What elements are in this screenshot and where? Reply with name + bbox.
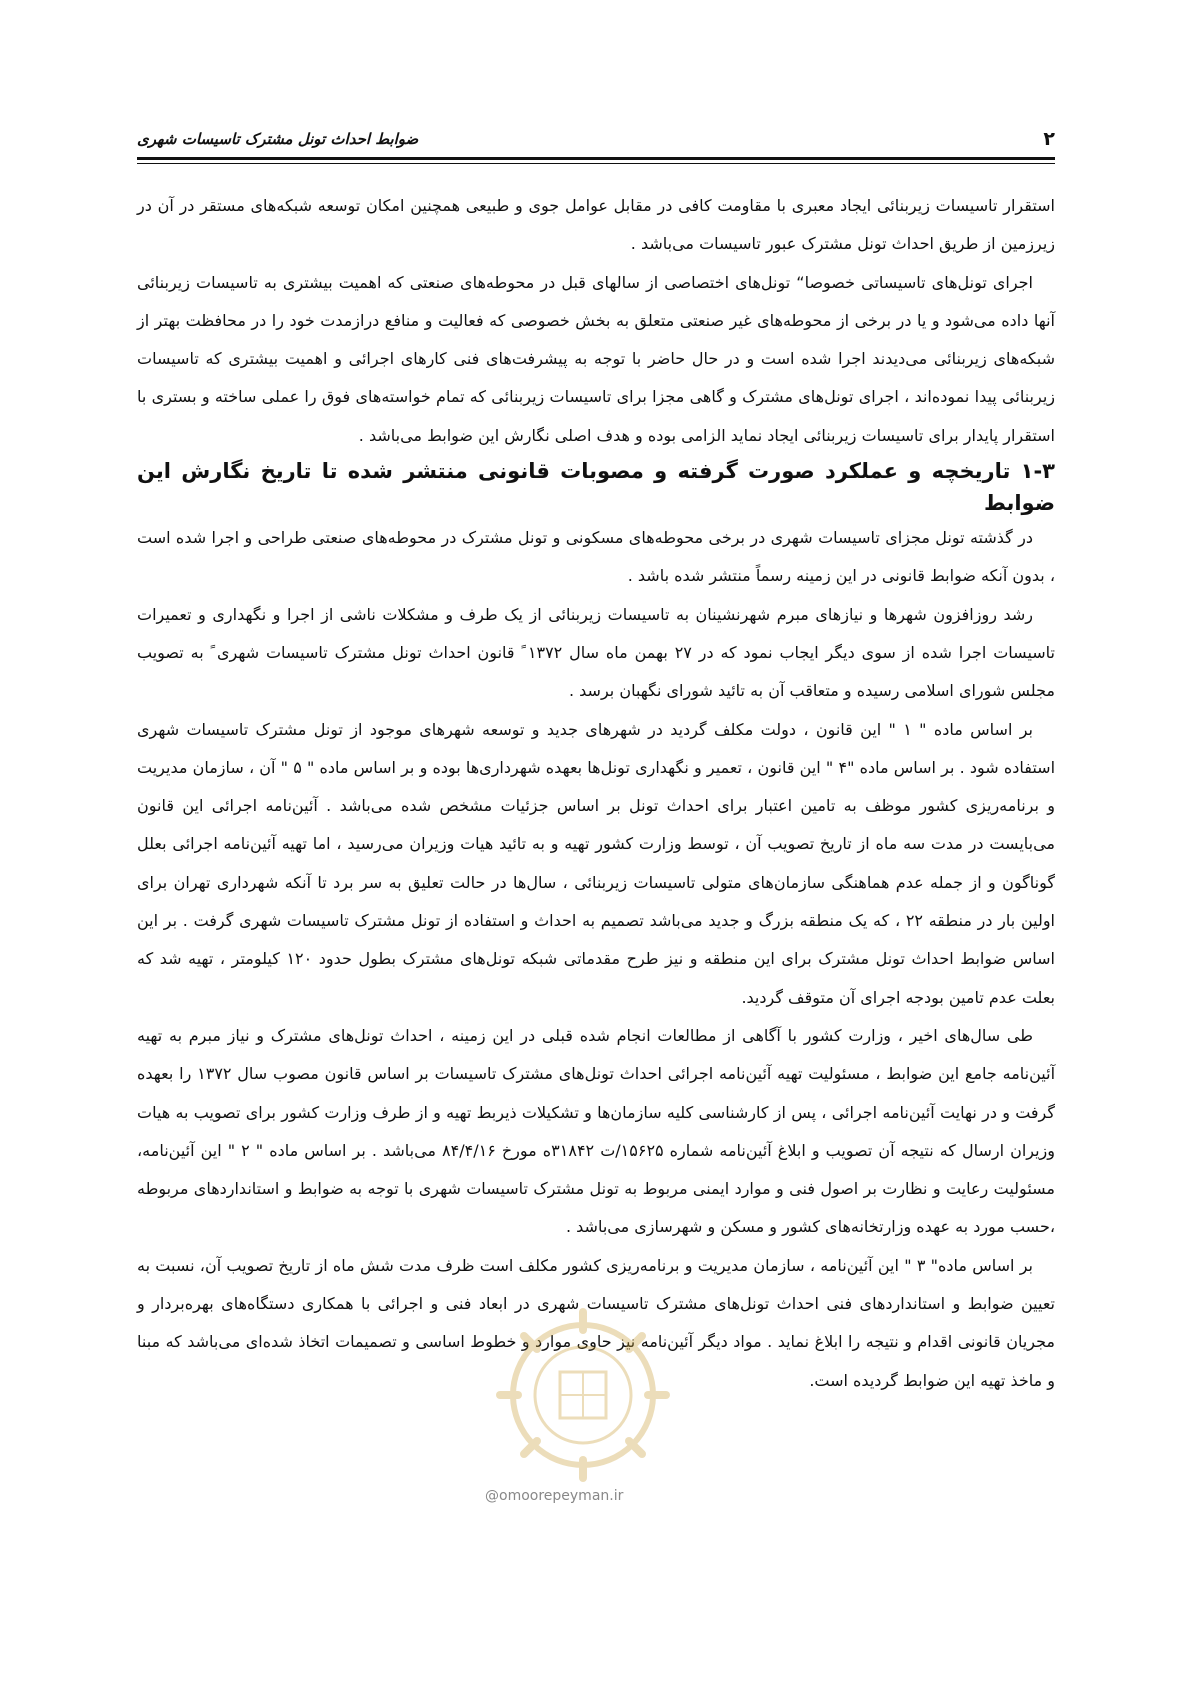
paragraph-2: اجرای تونل‌های تاسیساتی خصوصا“ تونل‌های اختصاصی از سالهای قبل در محوطه‌های صنعتی که اهمیت بیشتری به تاسیسات زیربنائی آنها داده می‌شود و یا در برخی از محوطه‌های غیر صنعتی متعلق به بخش خصوصی که فعالیت و منافع درازمدت خود را در محافظت بهتر از شبکه‌های زیربنائی می‌دیدند اجرا شده است و در حال حاضر با توجه به پیشرفت‌های فنی کارهای اجرائی و اهمیت بیشتری که تاسیسات زیربنائی پیدا نموده‌اند ، اجرای تونل‌های مشترک و گاهی مجزا برای تاسیسات زیربنائی که تمام خواسته‌های فوق را عملی ساخته و بستری با استقرار پایدار برای تاسیسات زیربنائی ایجاد نماید الزامی بوده و هدف اصلی نگارش این ضوابط می‌باشد . xyxy=(137,272,1055,445)
paragraph-3: در گذشته تونل مجزای تاسیسات شهری در برخی محوطه‌های مسکونی و تونل مشترک در محوطه‌های صنعتی طراحی و اجرا شده است ، بدون آنکه ضوابط قانونی در این زمینه رسماً منتشر شده باشد . xyxy=(137,528,1055,586)
watermark-url: @omoorepeyman.ir xyxy=(485,1488,624,1504)
running-title: ضوابط احداث تونل مشترک تاسیسات شهری xyxy=(137,130,419,148)
page-number: ۲ xyxy=(1043,128,1055,150)
header-rule-thick xyxy=(137,157,1055,160)
paragraph-7: بر اساس ماده" ۳ " این آئین‌نامه ، سازمان مدیریت و برنامه‌ریزی کشور مکلف است ظرف مدت شش ماه از تاریخ تصویب آن، نسبت به تعیین ضوابط و استانداردهای فنی احداث تونل‌های مشترک تاسیسات شهری در ابعاد فنی و اجرائی با همکاری دستگاه‌های بهره‌بردار و مجریان قانونی اقدام و نتیجه را ابلاغ نماید . مواد دیگر آئین‌نامه نیز حاوی موارد و خطوط اساسی و تصمیمات اتخاذ شده‌ای می‌باشد که مبنا و ماخذ تهیه این ضوابط گردیده است. xyxy=(137,1255,1055,1390)
page-header xyxy=(137,128,1055,150)
section-heading: ۱-۳ تاریخچه و عملکرد صورت گرفته و مصوبات قانونی منتشر شده تا تاریخ نگارش این ضوابط xyxy=(137,459,1055,516)
header-rule-thin xyxy=(137,163,1055,164)
watermark-logo xyxy=(478,1290,688,1520)
paragraph-1: استقرار تاسیسات زیربنائی ایجاد معبری با مقاومت کافی در مقابل عوامل جوی و طبیعی همچنین امکان توسعه شبکه‌های مستقر در آن در زیرزمین از طریق احداث تونل مشترک عبور تاسیسات می‌باشد . xyxy=(137,196,1055,254)
paragraph-4: رشد روزافزون شهرها و نیازهای مبرم شهرنشینان به تاسیسات زیربنائی از یک طرف و مشکلات ناشی از اجرا و نگهداری و تعمیرات تاسیسات اجرا شده از سوی دیگر ایجاب نمود که در ۲۷ بهمن ماه سال ۱۳۷۲ ً قانون احداث تونل مشترک تاسیسات شهری ً به تصویب مجلس شورای اسلامی رسیده و متعاقب آن به تائید شورای نگهبان برسد . xyxy=(137,604,1056,701)
paragraph-6: طی سال‌های اخیر ، وزارت کشور با آگاهی از مطالعات انجام شده قبلی در این زمینه ، احداث تونل‌های مشترک و نیاز مبرم به تهیه آئین‌نامه جامع این ضوابط ، مسئولیت تهیه آئین‌نامه اجرائی احداث تونل‌های مشترک تاسیسات بر اساس قانون مصوب سال ۱۳۷۲ را بعهده گرفت و در نهایت آئین‌نامه اجرائی ، پس از کارشناسی کلیه سازمان‌ها و تشکیلات ذیربط تهیه و از طرف وزارت کشور برای تصویب به هیات وزیران ارسال که نتیجه آن تصویب و ابلاغ آئین‌نامه شماره ۱۵۶۲۵/ت ۳۱۸۴۲ه مورخ ۸۴/۴/۱۶ می‌باشد . بر اساس ماده " ۲ " این آئین‌نامه، مسئولیت رعایت و نظارت بر اصول فنی و موارد ایمنی مربوط به تونل مشترک تاسیسات شهری با توجه به ضوابط و استانداردهای مربوطه ،حسب مورد به عهده وزارتخانه‌های کشور و مسکن و شهرسازی می‌باشد . xyxy=(137,1025,1056,1237)
paragraph-5: بر اساس ماده " ۱ " این قانون ، دولت مکلف گردید در شهرهای جدید و توسعه شهرهای موجود از تونل مشترک تاسیسات شهری استفاده شود . بر اساس ماده "۴ " این قانون ، تعمیر و نگهداری تونل‌ها بعهده شهرداری‌ها بوده و بر اساس ماده " ۵ " آن ، سازمان مدیریت و برنامه‌ریزی کشور موظف به تامین اعتبار برای احداث تونل بر اساس جزئیات مشخص شده می‌باشد . آئین‌نامه اجرائی این قانون می‌بایست در مدت سه ماه از تاریخ تصویب آن ، توسط وزارت کشور تهیه و به تائید هیات وزیران می‌رسید ، اما تهیه آئین‌نامه اجرائی بعلل گوناگون و از جمله عدم هماهنگی سازمان‌های متولی تاسیسات زیربنائی ، سال‌ها در حالت تعلیق به سر برد تا آنکه شهرداری تهران برای اولین بار در منطقه ۲۲ ، که یک منطقه بزرگ و جدید می‌باشد تصمیم به احداث و استفاده از تونل مشترک تاسیسات شهری گرفت . بر این اساس ضوابط احداث تونل مشترک برای این منطقه و نیز طرح مقدماتی شبکه تونل‌های مشترک بطول حدود ۱۲۰ کیلومتر ، تهیه شد که بعلت عدم تامین بودجه اجرای آن متوقف گردید. xyxy=(137,719,1056,1007)
document-body xyxy=(137,187,1055,1400)
